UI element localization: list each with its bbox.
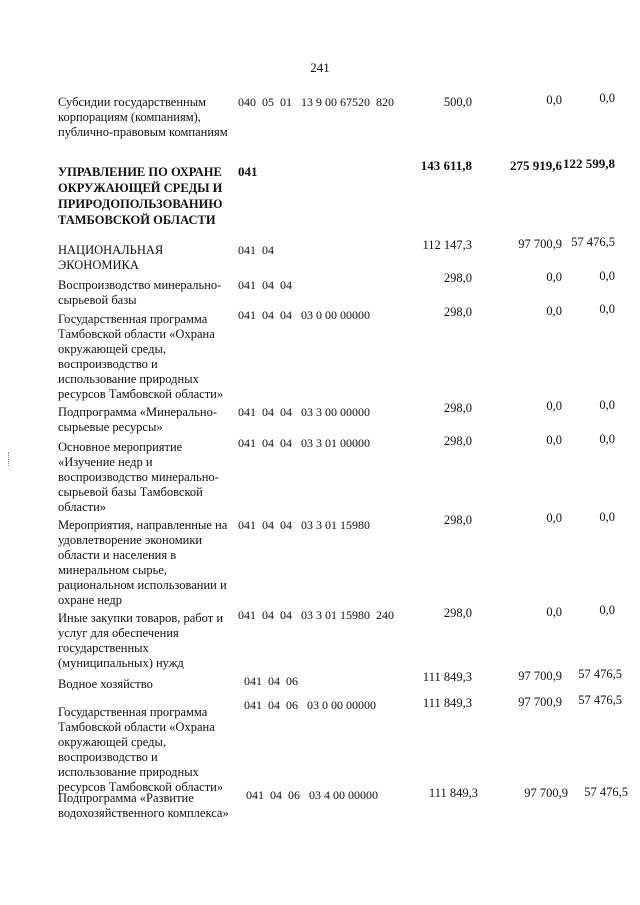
row-value-1: 111 849,3	[422, 670, 472, 684]
row-name: Государственная программа Тамбовской области «Охрана окружающей среды, воспроизводство и использование природных ресурсов Тамбовской области»	[58, 312, 224, 401]
row-value-1: 298,0	[443, 401, 472, 415]
row-code: 041 04 04	[238, 278, 292, 292]
row-code: 041 04 04 03 3 00 00000	[238, 405, 370, 419]
row-value-3: 0,0	[599, 432, 615, 446]
row-name: Мероприятия, направленные на удовлетворение экономики области и населения в минеральном сырье, рациональном использовании и охране недр	[58, 518, 228, 607]
row-value-2: 0,0	[546, 605, 562, 619]
row-value-2: 0,0	[546, 511, 562, 525]
row-value-2: 0,0	[546, 93, 562, 107]
row-name: Основное мероприятие «Изучение недр и воспроизводство минерально-сырьевой базы Тамбовской области»	[58, 440, 219, 514]
row-value-3: 0,0	[599, 269, 615, 283]
margin-mark	[8, 452, 10, 466]
row-name: Водное хозяйство	[58, 677, 153, 691]
row-name: Государственная программа Тамбовской области «Охрана окружающей среды, воспроизводство и использование природных ресурсов Тамбовской области»	[58, 705, 224, 794]
row-value-2: 97 700,9	[518, 669, 562, 683]
row-code: 041	[238, 164, 258, 179]
row-value-1: 111 849,3	[428, 786, 478, 800]
row-code: 041 04 04 03 3 01 15980 240	[238, 608, 394, 622]
row-value-1: 111 849,3	[422, 696, 472, 710]
row-value-2: 97 700,9	[518, 237, 562, 251]
row-value-3: 0,0	[599, 91, 615, 105]
row-code: 041 04 06 03 4 00 00000	[246, 788, 378, 802]
row-value-1: 298,0	[443, 271, 472, 285]
row-value-2: 275 919,6	[510, 158, 562, 173]
row-value-2: 0,0	[546, 399, 562, 413]
row-value-1: 298,0	[443, 513, 472, 527]
row-name: НАЦИОНАЛЬНАЯ ЭКОНОМИКА	[58, 243, 164, 272]
row-code: 041 04 04 03 0 00 00000	[238, 308, 370, 322]
row-value-3: 122 599,8	[563, 156, 615, 171]
row-code: 041 04 04 03 3 01 15980	[238, 518, 370, 532]
row-value-3: 57 476,5	[578, 667, 622, 681]
row-code: 041 04 06 03 0 00 00000	[244, 698, 376, 712]
row-value-3: 57 476,5	[584, 785, 628, 799]
row-value-3: 0,0	[599, 603, 615, 617]
row-name: Подпрограмма «Минерально-сырьевые ресурсы»	[58, 405, 218, 434]
row-name: УПРАВЛЕНИЕ ПО ОХРАНЕ ОКРУЖАЮЩЕЙ СРЕДЫ И ПРИРОДОПОЛЬЗОВАНИЮ ТАМБОВСКОЙ ОБЛАСТИ	[58, 165, 223, 227]
row-value-2: 0,0	[546, 433, 562, 447]
row-code: 041 04	[238, 243, 274, 257]
row-value-1: 298,0	[443, 305, 472, 319]
page-number: 241	[310, 60, 330, 75]
row-value-1: 298,0	[443, 434, 472, 448]
row-value-3: 57 476,5	[578, 693, 622, 707]
row-value-2: 0,0	[546, 304, 562, 318]
row-code: 041 04 06	[244, 674, 298, 688]
row-value-3: 57 476,5	[571, 235, 615, 249]
row-value-2: 0,0	[546, 270, 562, 284]
row-value-1: 500,0	[443, 95, 472, 109]
row-name: Иные закупки товаров, работ и услуг для обеспечения государственных (муниципальных) нужд	[58, 611, 224, 670]
row-value-2: 97 700,9	[518, 695, 562, 709]
row-value-1: 112 147,3	[422, 238, 472, 252]
row-name: Воспроизводство минерально-сырьевой базы	[58, 278, 222, 307]
row-value-3: 0,0	[599, 510, 615, 524]
row-code: 040 05 01 13 9 00 67520 820	[238, 95, 394, 109]
row-code: 041 04 04 03 3 01 00000	[238, 436, 370, 450]
row-value-2: 97 700,9	[524, 786, 568, 800]
row-name: Подпрограмма «Развитие водохозяйственного комплекса»	[58, 791, 229, 820]
row-name: Субсидии государственным корпорациям (компаниям), публично-правовым компаниям	[58, 95, 228, 139]
row-value-1: 298,0	[443, 606, 472, 620]
row-value-3: 0,0	[599, 302, 615, 316]
row-value-3: 0,0	[599, 398, 615, 412]
row-value-1: 143 611,8	[420, 158, 472, 173]
